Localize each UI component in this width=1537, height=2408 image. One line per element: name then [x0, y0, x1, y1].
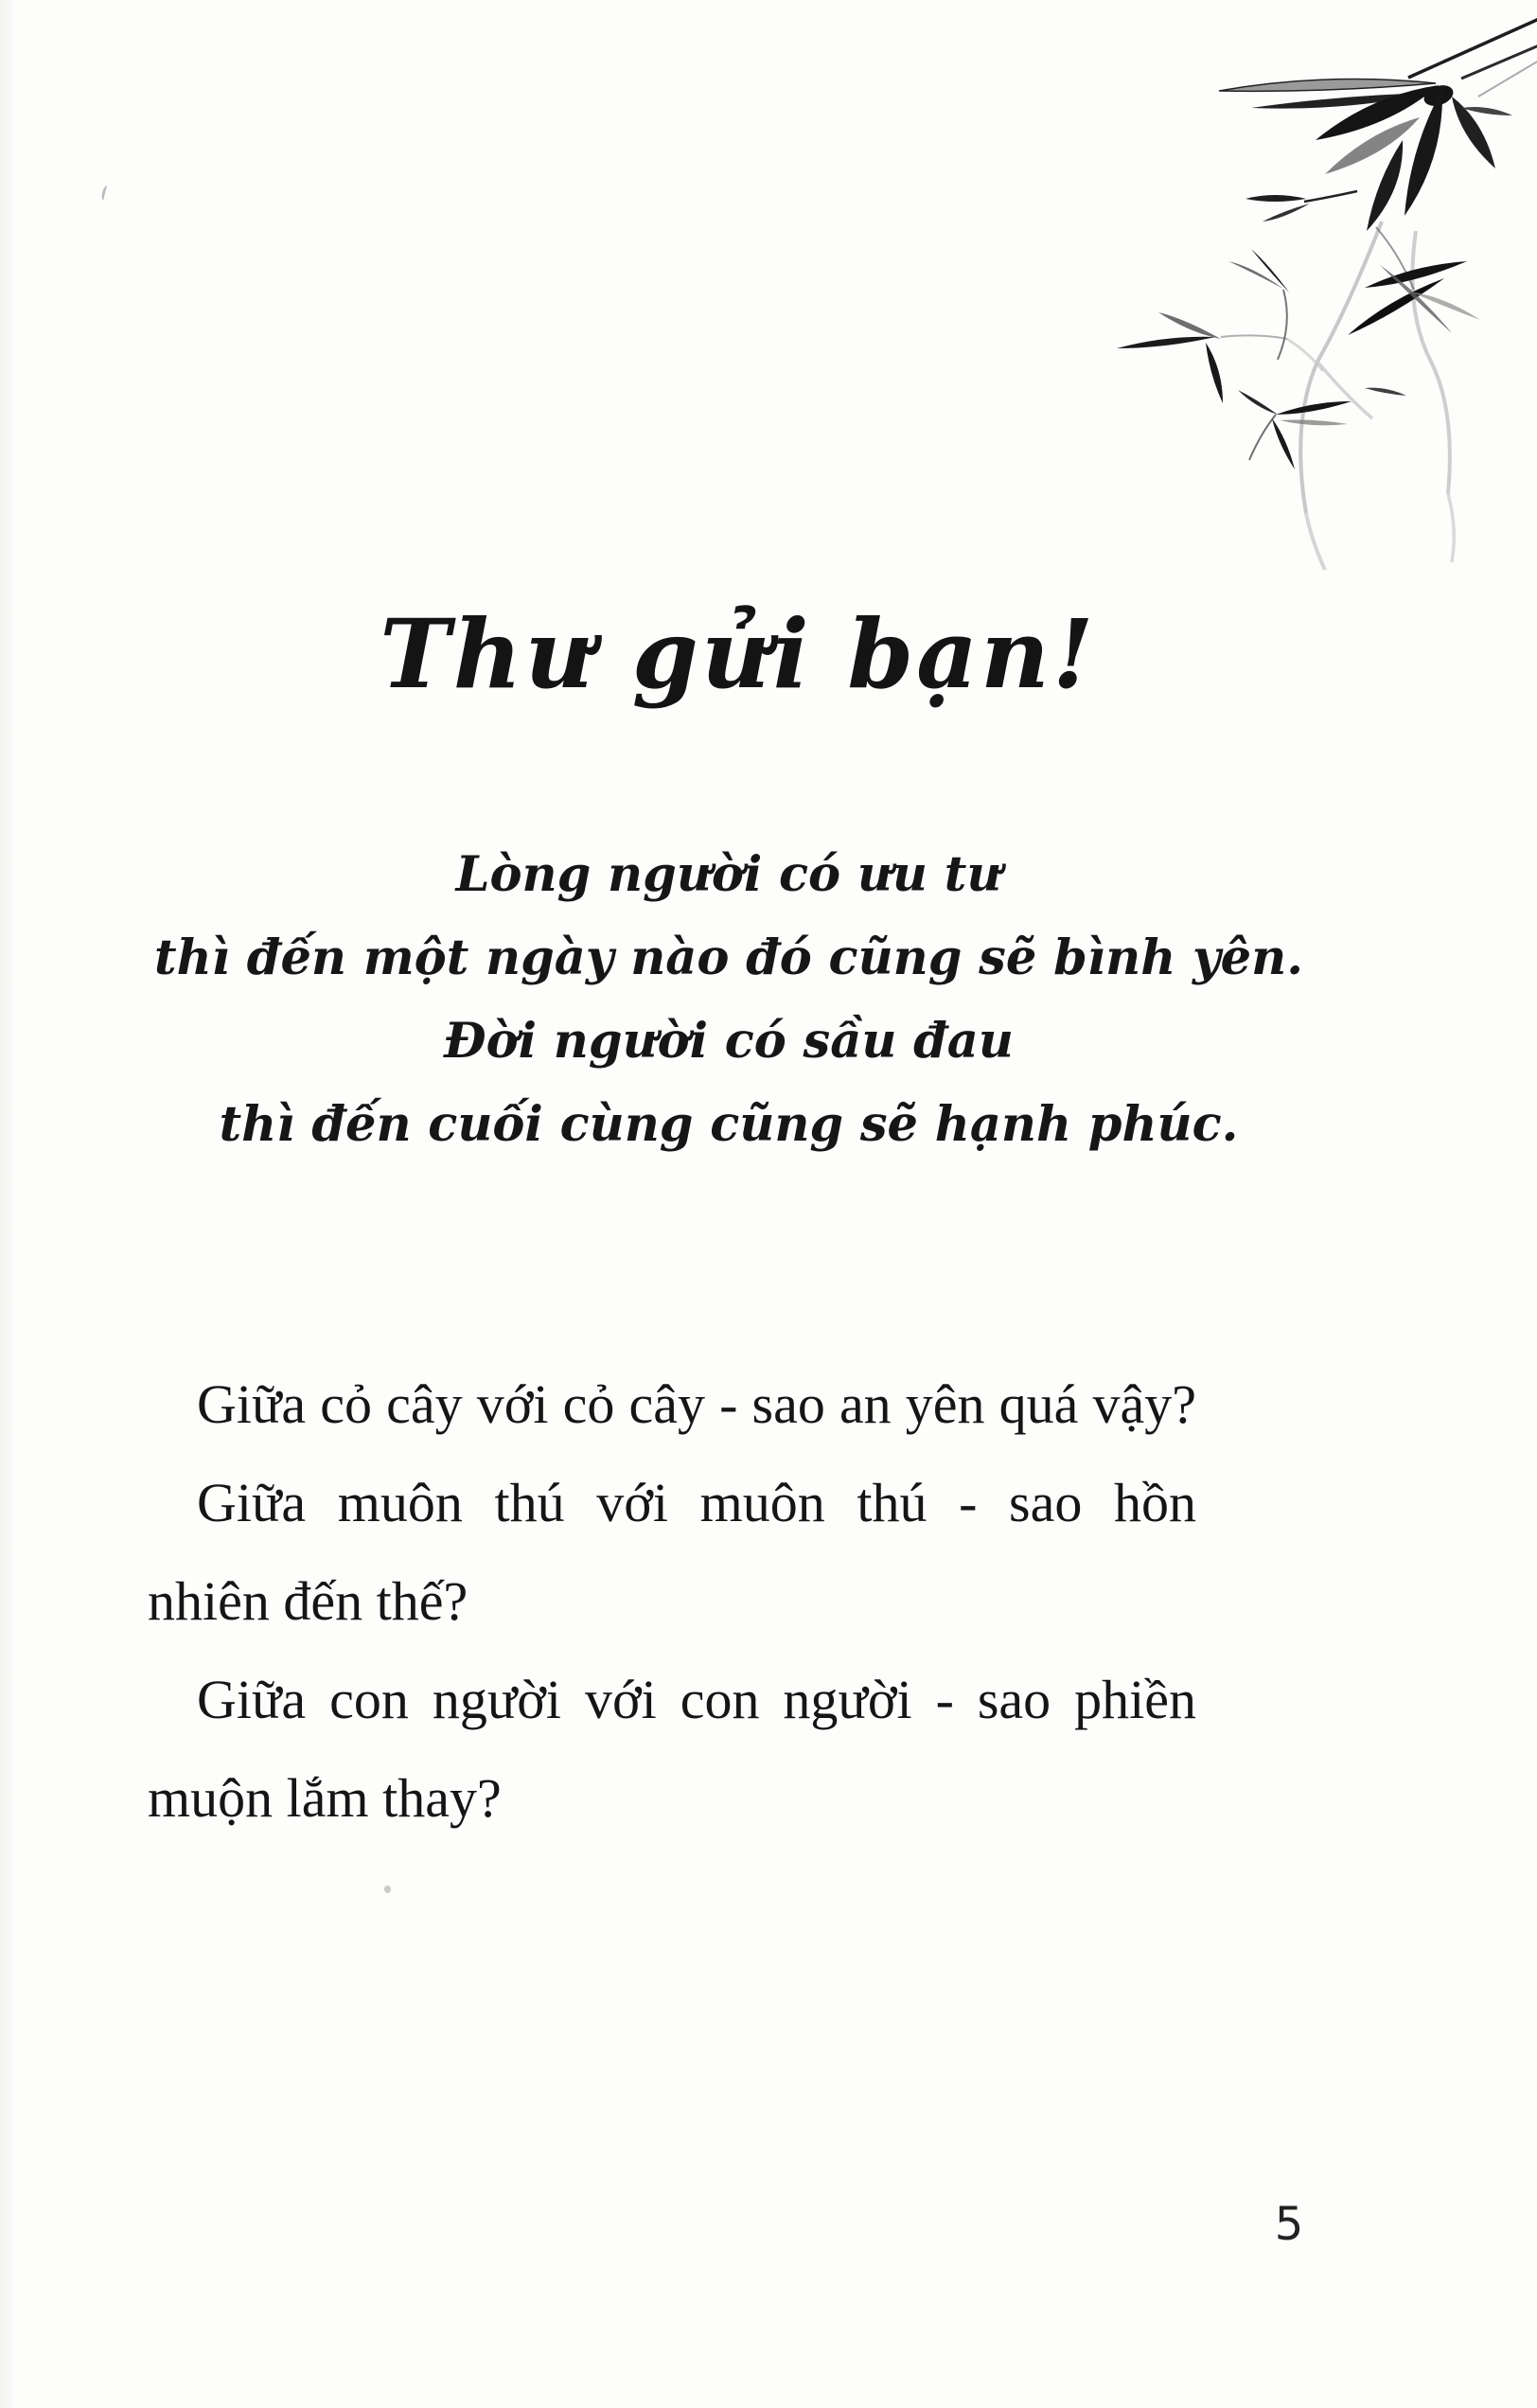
page-number: 5 [1274, 2198, 1304, 2251]
scan-edge-shadow [0, 0, 15, 2408]
body-text [148, 1355, 1196, 1848]
epigraph [0, 833, 1458, 1166]
epigraph-line: Đời người có sầu đau [444, 1013, 1014, 1070]
epigraph-line: Lòng người có ưu tư [455, 846, 1002, 903]
epigraph-line: thì đến một ngày nào đó cũng sẽ bình yên. [154, 930, 1303, 986]
body-line: Giữa cỏ cây với cỏ cây - sao an yên quá vậy? [197, 1373, 1196, 1435]
scan-speck [384, 1886, 391, 1893]
body-line: muộn lắm thay? [148, 1767, 502, 1829]
body-line: Giữa con người với con người - sao phiền [197, 1669, 1196, 1730]
body-line: nhiên đến thế? [148, 1570, 468, 1632]
scan-speck [100, 185, 111, 201]
bamboo-ink-illustration [1034, 6, 1537, 574]
body-line: Giữa muôn thú với muôn thú - sao hồn [197, 1472, 1196, 1533]
epigraph-line: thì đến cuối cùng cũng sẽ hạnh phúc. [219, 1096, 1239, 1153]
chapter-title: Thư gửi bạn! [380, 598, 1097, 710]
